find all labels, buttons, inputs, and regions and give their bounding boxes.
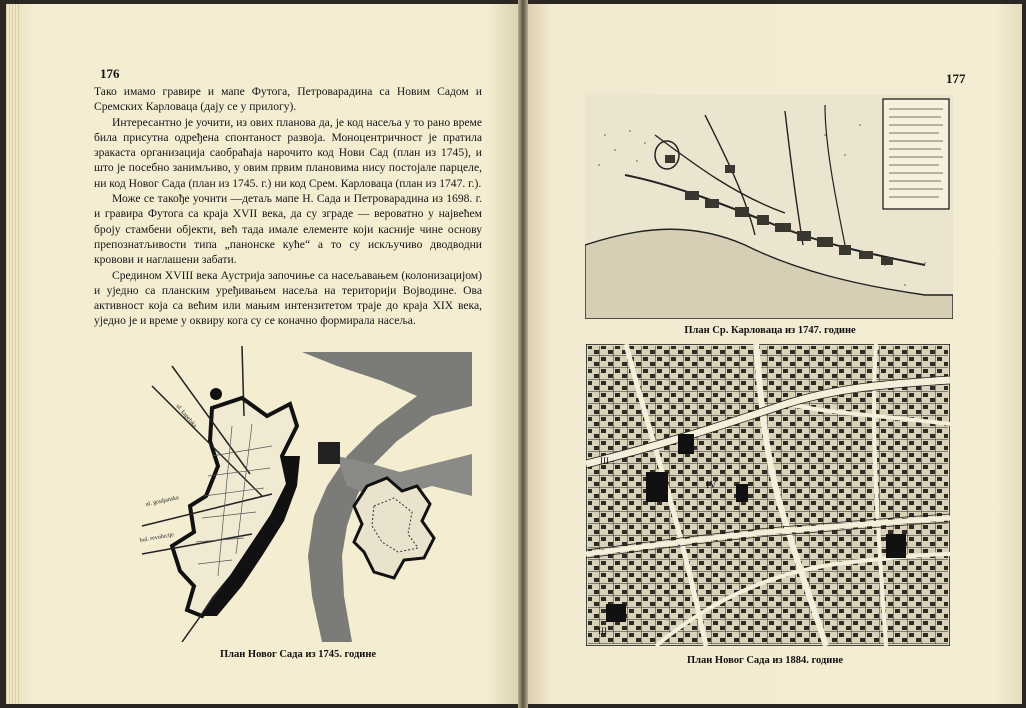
sremski-karlovci-1747-map — [585, 95, 953, 319]
book-gutter — [518, 0, 528, 708]
left-figure-caption: План Новог Сада из 1745. године — [219, 649, 377, 660]
svg-text:III: III — [598, 626, 607, 636]
paragraph: Интересантно је уочити, из ових планова да, је код насеља у то рано време била присутна одређена спонтаност развоја. Моноцентричност је пратила зракаста организација саобраћаја нарочито код Нови Сад (план из 1745), и што је посебно занимљиво, у овим првим плановима нису постојале парцеле, ни код Новог Сада (план из 1745. г.) ни код Срем. Карловаца (план из 1747. г.). — [94, 115, 482, 190]
novi-sad-1745-map — [132, 346, 472, 642]
left-page-number: 176 — [100, 66, 120, 81]
paragraph: Средином XVIII века Аустрија започиње са насељавањем (колонизацијом) и уједно са планским уређивањем насеља на територији Војводине. Ова активност која са већим или мањим интензитетом траје до краја XIX века, уједно је и време у оквиру кога су се коначно формирала насеља. — [94, 268, 482, 328]
svg-text:ul. gradjanska: ul. gradjanska — [145, 495, 180, 508]
paragraph: Тако имамо гравире и мапе Футога, Петроварадина са Новим Садом и Сремских Карловаца (дају се у прилогу). — [94, 85, 482, 114]
left-body-text — [94, 84, 482, 329]
paragraph: Може се такође уочити —детаљ мапе Н. Сада и Петроварадина из 1698. г. и гравира Футога са краја XVII века, да су зграде — вероватно у највећем броју стамбени објекти, већ тада имале елементе који касније чине основу препознатљивости типа „панонске куће“ а то су искључиво дводводни кровови и наглашени забати. — [94, 192, 482, 267]
svg-text:III: III — [600, 456, 609, 466]
svg-text:bul. revolucije: bul. revolucije — [139, 532, 175, 544]
right-top-figure-caption: План Ср. Карловаца из 1747. године — [684, 325, 856, 336]
right-page-number: 177 — [946, 71, 966, 86]
novi-sad-1884-map — [586, 344, 950, 646]
svg-text:IV: IV — [706, 480, 717, 491]
right-bottom-figure-caption: План Новог Сада из 1884. године — [686, 655, 844, 666]
svg-text:ul. kapelska: ul. kapelska — [174, 403, 198, 430]
page-edges — [6, 4, 20, 704]
